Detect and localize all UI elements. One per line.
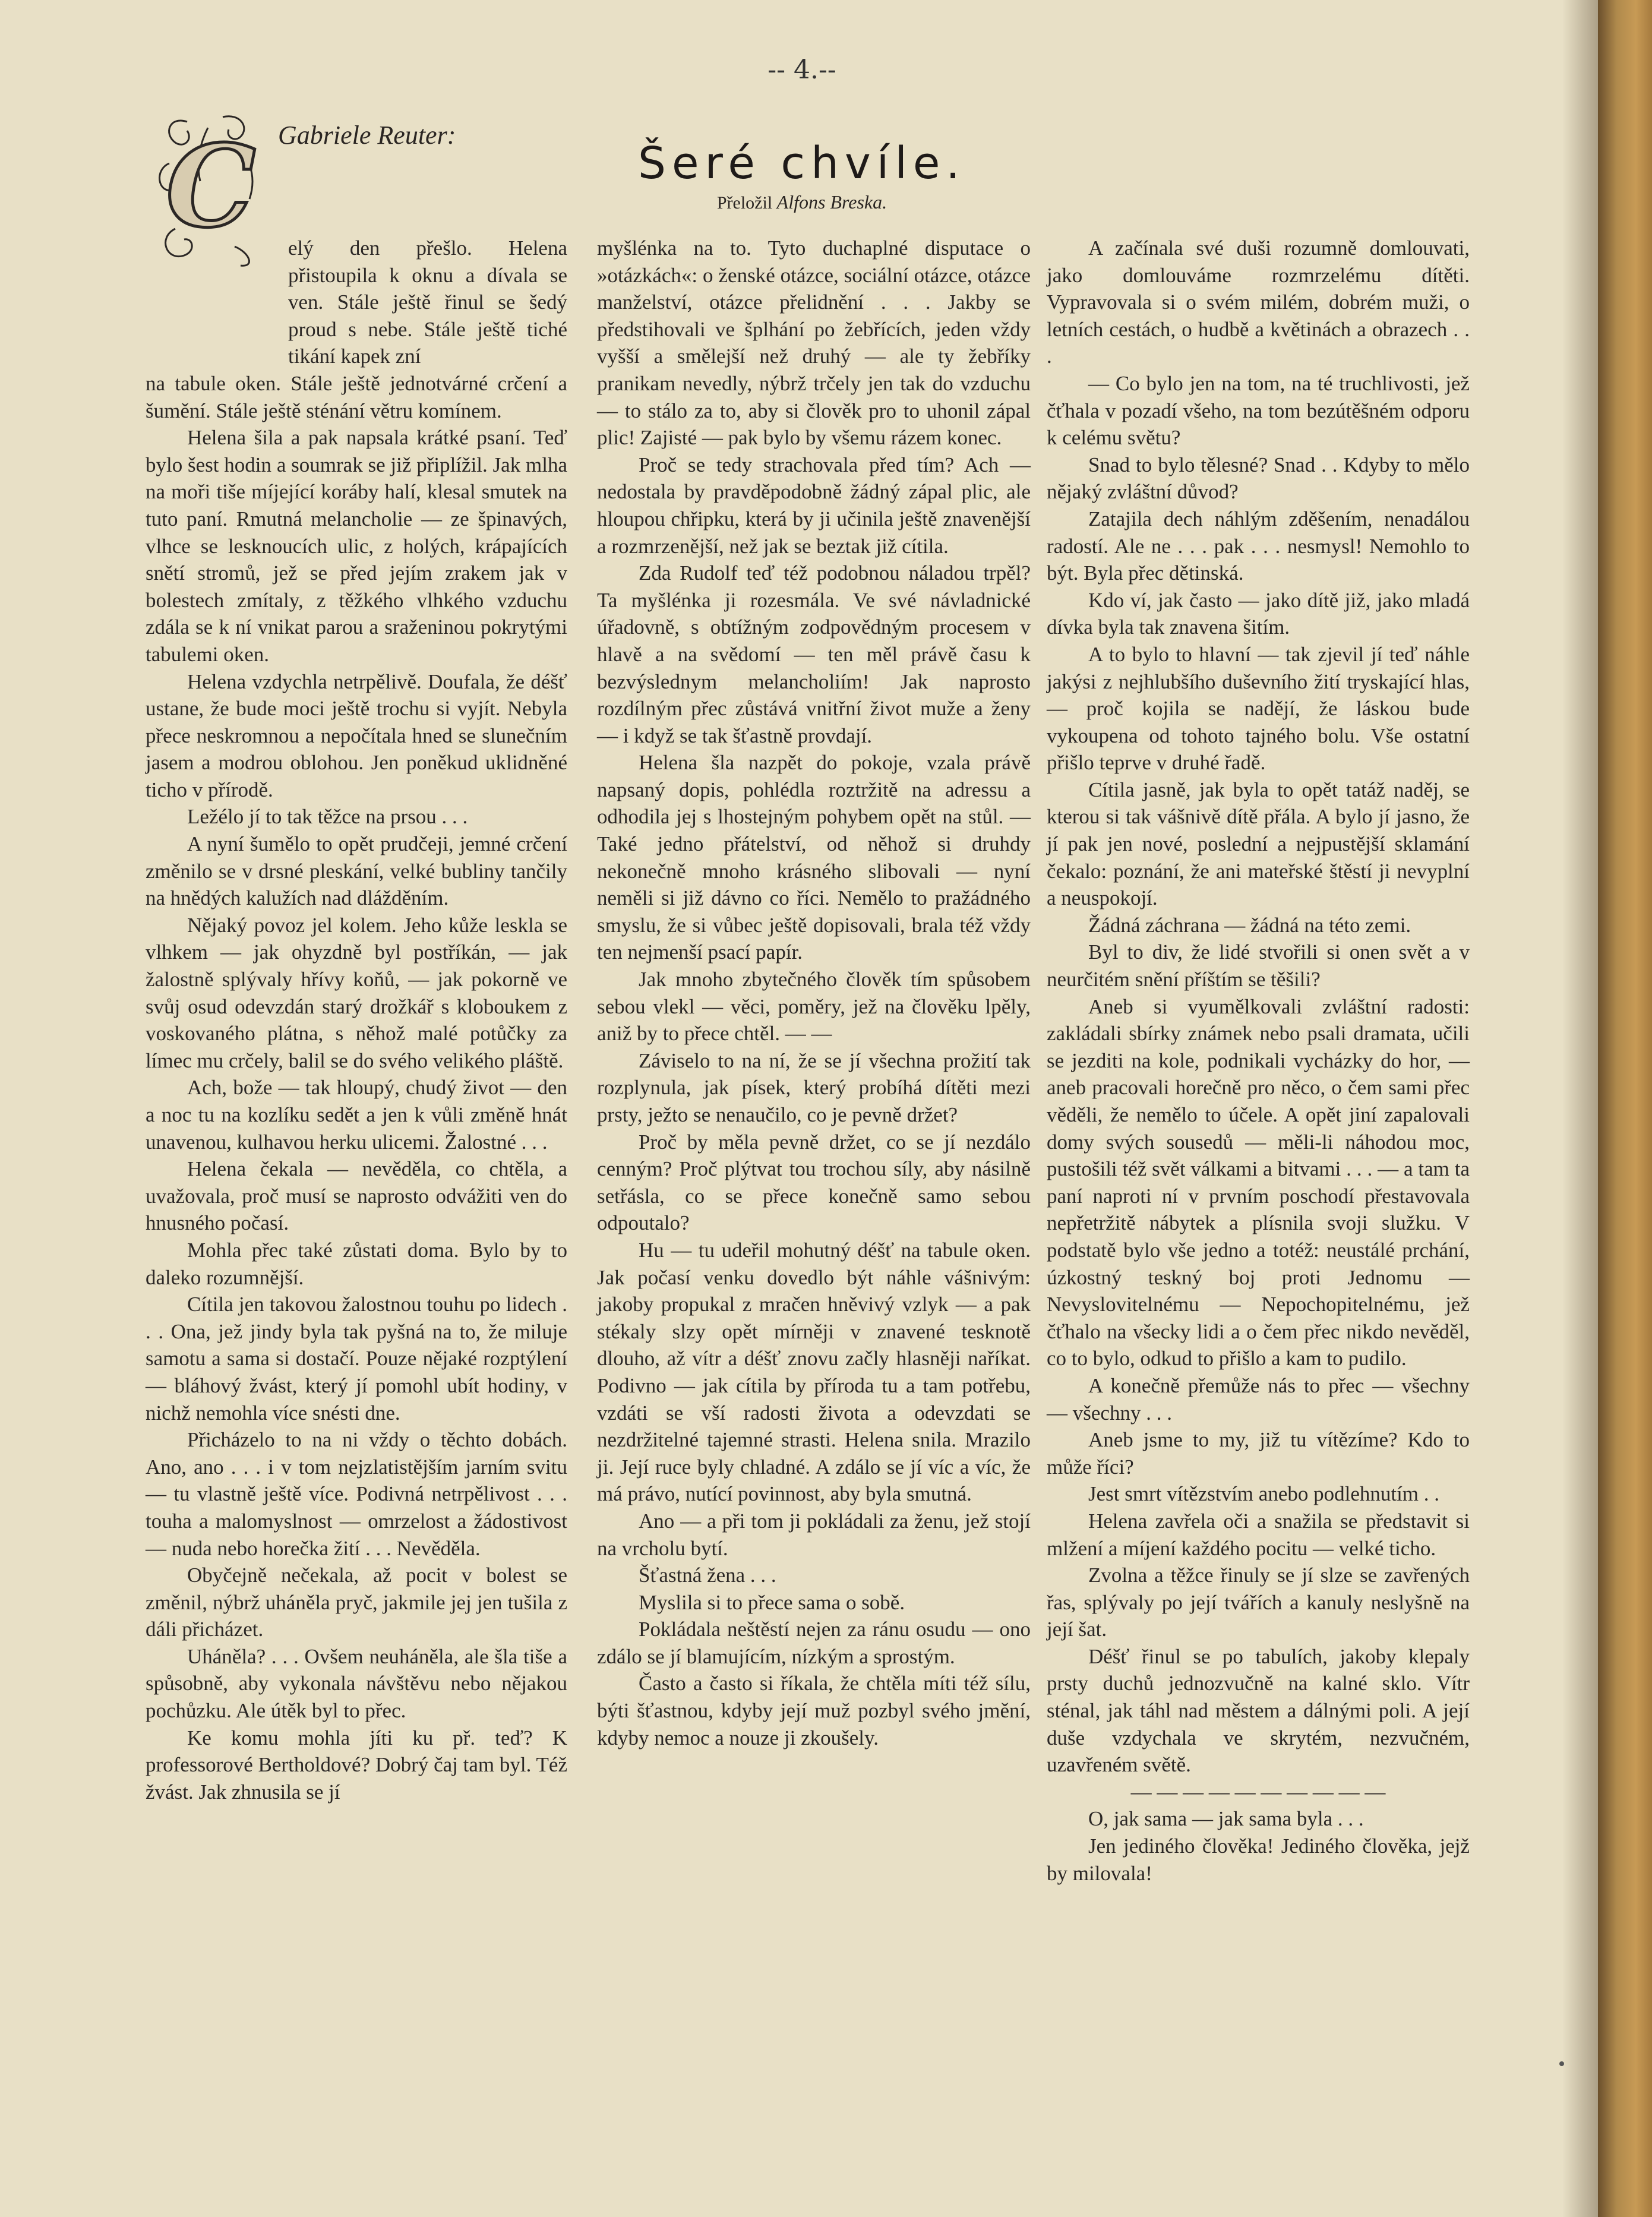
paragraph: Uháněla? . . . Ovšem neuháněla, ale šla tiše a spůsobně, aby vykonala návštěvu nebo nějakou pochůzku. Ale útěk byl to přec. <box>146 1644 567 1723</box>
paragraph: Nějaký povoz jel kolem. Jeho kůže leskla se vlhkem — jak ohyzdně byl postříkán, — jak žalostně splývaly hřívy koňů, — jak pokorně ve svůj osud odevzdán starý drožkář s kloboukem z voskovaného plátna, s něhož malé potůčky za límec mu crčely, balil se do svého velikého pláště. <box>146 913 567 1072</box>
article-title: Šeré chvíle. <box>638 138 966 189</box>
paragraph: Cítila jen takovou žalostnou touhu po lidech . . . Ona, jež jindy byla tak pyšná na to, že miluje samotu a sama si dostačí. Pouze nějaké rozptýlení — bláhový žvást, který jí pomohl ubít hodiny, v nichž nemohla více snésti dne. <box>146 1293 567 1425</box>
paragraph: Proč by měla pevně držet, co se jí nezdálo cenným? Proč plýtvat tou trochou síly, aby násilně setřásla, co se přece konečně samo sebou odpoutalo? <box>597 1130 1031 1235</box>
paragraph: Záviselo to na ní, že se jí všechna prožití tak rozplynula, jak písek, který probíhá dítěti mezi prsty, ježto se nenaučilo, co je pevně držet? <box>597 1049 1031 1126</box>
paragraph: Jak mnoho zbytečného člověk tím spůsobem sebou vlekl — věci, poměry, jež na člověku lpěly, aniž by to přece chtěl. — — <box>597 968 1031 1046</box>
paragraph: Kdo ví, jak často — jako dítě již, jako mladá dívka byla tak znavena šitím. <box>1047 588 1470 639</box>
paragraph: Proč se tedy strachovala před tím? Ach — nedostala by pravděpodobně žádný zápal plic, ale hloupou chřipku, která by ji učinila ještě znavenější a rozmrzenější, než jak se beztak již cítila. <box>597 453 1031 558</box>
paragraph: Přicházelo to na ni vždy o těchto dobách. Ano, ano . . . i v tom nejzlatistějším jarním svitu — tu vlastně ještě více. Podivná netrpělivost . . . touha a malomyslnost — omrzelost a žádostivost — nuda nebo horečka žití . . . Nevěděla. <box>146 1428 567 1560</box>
text-column-1 <box>146 235 567 1805</box>
paragraph: Ležélo jí to tak těžce na prsou . . . <box>187 805 468 829</box>
dropcap-letter: C <box>166 120 256 252</box>
paragraph: Byl to div, že lidé stvořili si onen svět a v neurčitém snění příštím se těšili? <box>1047 940 1470 991</box>
paragraph: Obyčejně nečekala, až pocit v bolest se změnil, nýbrž uháněla pryč, jakmile jej jen tušila z dáli přicházet. <box>146 1564 567 1641</box>
paragraph: Mohla přec také zůstati doma. Bylo by to daleko rozumnější. <box>146 1238 567 1289</box>
paragraph: Helena šila a pak napsala krátké psaní. Teď bylo šest hodin a soumrak se již připlížil. Jak mlha na moři tiše míjející koráby halí, klesal smutek na tuto paní. Rmutná melancholie — ze špinavých, vlhce se lesknoucích ulic, z holých, krápajících snětí stromů, jež se před jejím zrakem jak v bolestech zmítaly, z těžkého vlhkého vzduchu zdála se k ní vnikat parou a sraženinou pokrytými tabulemi oken. <box>146 426 567 666</box>
paragraph: Pokládala neštěstí nejen za ránu osudu — ono zdálo se jí blamujícím, nízkým a sprostým. <box>597 1618 1031 1668</box>
paragraph: Helena šla nazpět do pokoje, vzala právě napsaný dopis, pohlédla roztržitě na adressu a odhodila jej s lhostejným pohybem opět na stůl. — Také jedno přátelství, od něhož si druhdy nekonečně mnoho krásného slibovali — nyní neměli si již dávno co říci. Nemělo to pražádného smyslu, že si vůbec ještě dopisovali, brala též vždy ten nejmenší psací papír. <box>597 751 1031 964</box>
translator-credit <box>612 191 992 213</box>
page-gutter-shadow <box>1562 0 1598 2217</box>
paragraph: Jen jediného člověka! Jediného člověka, jejž by milovala! <box>1047 1834 1470 1885</box>
paragraph: Jest smrt vítězstvím anebo podlehnutím . . <box>1088 1482 1440 1506</box>
paragraph: Déšť řinul se po tabulích, jakoby klepaly prsty duchů jednozvučně na kalné sklo. Vítr sténal, jak táhl nad městem a dálnými poli. A její duše vzdychala ve skrytém, nezvučném, uzavřeném světě. <box>1047 1644 1470 1777</box>
paragraph: elý den přešlo. Helena přistoupila k oknu a dívala se ven. Stále ještě řinul se šedý proud s nebe. Stále ještě tiché tikání kapek zní <box>288 236 567 368</box>
paragraph: Ke komu mohla jíti ku př. teď? K professorové Bertholdové? Dobrý čaj tam byl. Též žvást. Jak zhnusila se jí <box>146 1726 567 1804</box>
paragraph: Ach, bože — tak hloupý, chudý život — den a noc tu na kozlíku sedět a jen k vůli změně hnát unavenou, kulhavou herku ulicemi. Žalostné . . . <box>146 1076 567 1154</box>
paragraph: A nyní šumělo to opět prudčeji, jemné crčení změnilo se v drsné pleskání, velké bubliny tančily na hnědých kalužích nad dlážděním. <box>146 832 567 910</box>
paragraph: A konečně přemůže nás to přec — všechny — všechny . . . <box>1047 1373 1470 1425</box>
text-column-3 <box>1047 235 1470 1887</box>
paragraph: Šťastná žena . . . <box>639 1564 776 1587</box>
paragraph: Často a často si říkala, že chtěla míti též sílu, býti šťastnou, kdyby její muž pozbyl svého jmění, kdyby nemoc a nouze ji zkoušely. <box>597 1672 1031 1749</box>
translator-name: Alfons Breska. <box>776 191 887 213</box>
paragraph: Zatajila dech náhlým zděšením, nenadálou radostí. Ale ne . . . pak . . . nesmysl! Nemohlo to být. Byla přec dětinská. <box>1047 507 1470 585</box>
paragraph: Myslila si to přece sama o sobě. <box>639 1590 905 1614</box>
paragraph: Žádná záchrana — žádná na této zemi. <box>1088 913 1411 937</box>
author-name: Gabriele Reuter: <box>278 121 456 150</box>
paragraph: A začínala své duši rozumně domlouvati, jako domlouváme rozmrzelému dítěti. Vypravovala si o svém milém, dobrém muži, o letních cestách, o hudbě a květinách a obrazech . . . <box>1047 236 1470 368</box>
page-number: -- 4.-- <box>767 55 836 85</box>
paragraph: Helena čekala — nevěděla, co chtěla, a uvažovala, proč musí se naprosto odvážiti ven do hnusného počasí. <box>146 1157 567 1235</box>
section-divider: — — — — — — — — — — <box>1130 1780 1386 1804</box>
paragraph: O, jak sama — jak sama byla . . . <box>1088 1807 1364 1831</box>
paragraph: Snad to bylo tělesné? Snad . . Kdyby to mělo nějaký zvláštní důvod? <box>1047 453 1470 504</box>
paragraph: Aneb jsme to my, již tu vítězíme? Kdo to může říci? <box>1047 1428 1470 1479</box>
paragraph: Zda Rudolf teď též podobnou náladou trpěl? Ta myšlénka ji rozesmála. Ve své návladnické úřadovně, s obtížným zodpovědným procesem v hlavě a na svědomí — ten měl právě času k bezvýslednym melancholiím! Jak naprosto rozdílným přec zůstává vnitřní život muže a ženy — i když se tak šťastně provdají. <box>597 561 1031 747</box>
paragraph: Zvolna a těžce řinuly se jí slze se zavřených řas, splývaly po její tvářích a kanuly neslyšně na její šat. <box>1047 1564 1470 1641</box>
paragraph: na tabule oken. Stále ještě jednotvárné crčení a šumění. Stále ještě sténání větru komínem. <box>146 371 567 422</box>
paragraph: Cítila jasně, jak byla to opět tatáž naděj, se kterou si tak vášnivě dítě přála. A bylo jí jasno, že jí pak jen nové, poslední a nejpustější sklamání čekalo: poznání, že ani mateřské štěstí ji nevyplní a neuspokojí. <box>1047 778 1470 910</box>
text-column-2 <box>597 235 1031 1751</box>
paragraph: Helena zavřela oči a snažila se představit si mlžení a míjení každého pocitu — velké ticho. <box>1047 1509 1470 1560</box>
paragraph: — Co bylo jen na tom, na té truchlivosti, jež čťhala v pozadí všeho, na tom bezútěšném odporu k celému světu? <box>1047 371 1470 450</box>
translator-prefix: Přeložil <box>716 193 773 213</box>
paragraph: myšlénka na to. Tyto duchaplné disputace o »otázkách«: o ženské otázce, sociální otázce, otázce manželství, otázce přelidnění . . . Jakby se předstihovali ve šplhání po žebřících, jeden vždy vyšší a smělejší než druhý — ale ty žebříky pranikam nevedly, nýbrž trčely jen tak do vzduchu — to stálo za to, aby si člověk pro to uhonil zápal plic! Zajisté — pak bylo by všemu rázem konec. <box>597 236 1031 450</box>
book-binding-edge <box>1598 0 1652 2217</box>
paragraph: Aneb si vyumělkovali zvláštní radosti: zakládali sbírky známek nebo psali dramata, učili se jezditi na kole, podnikali vycházky do hor, — aneb pracovali horečně pro něco, o čem sami přec věděli, že nemělo to účele. A opět jiní zapalovali domy svých sousedů — měli-li náhodou moc, pustošili též svět válkami a bitvami . . . — a tam ta paní naproti ní v prvním poschodí přestavovala nepřetržitě nábytek a plísnila svoji služku. V podstatě bylo vše jedno a totéž: neustálé prchání, úzkostný teskný boj proti Jednomu — Nevyslovitelnému — Nepochopitelnému, jež čťhalo na všecky lidi a o čem přec nikdo nevěděl, co to bylo, odkud to přišlo a kam to pudilo. <box>1047 994 1470 1370</box>
paragraph: Helena vzdychla netrpělivě. Doufala, že déšť ustane, že bude moci ještě trochu si vyjít. Nebyla přece neskromnou a nepočítala hned se slunečním jasem a modrou oblohou. Jen poněkud uklidněné ticho v přírodě. <box>146 669 567 801</box>
paragraph: Ano — a při tom ji pokládali za ženu, jež stojí na vrcholu bytí. <box>597 1509 1031 1560</box>
paragraph: Hu — tu udeřil mohutný déšť na tabule oken. Jak počasí venku dovedlo být náhle vášnivým: jakoby propukal z mračen hněvivý vzlyk — a pak stékaly slzy opět mírněji v znavené tesknotě dlouho, až vítr a déšť znovu začly hlasněji naříkat. Podivno — jak cítila by příroda tu a tam potřebu, vzdáti se vší radosti života a odevzdati se nezdržitelné tajemné strasti. Helena snila. Mrazilo ji. Její ruce byly chladné. A zdálo se jí víc a víc, že má právo, nutící povinnost, aby byla smutná. <box>597 1238 1031 1506</box>
paragraph: A to bylo to hlavní — tak zjevil jí teď náhle jakýsi z nejhlubšího duševního žití tryskající hlas, — proč kojila se nadějí, že láskou bude vykoupena od tohoto tajného bolu. Vše ostatní přišlo teprve v druhé řadě. <box>1047 642 1470 775</box>
